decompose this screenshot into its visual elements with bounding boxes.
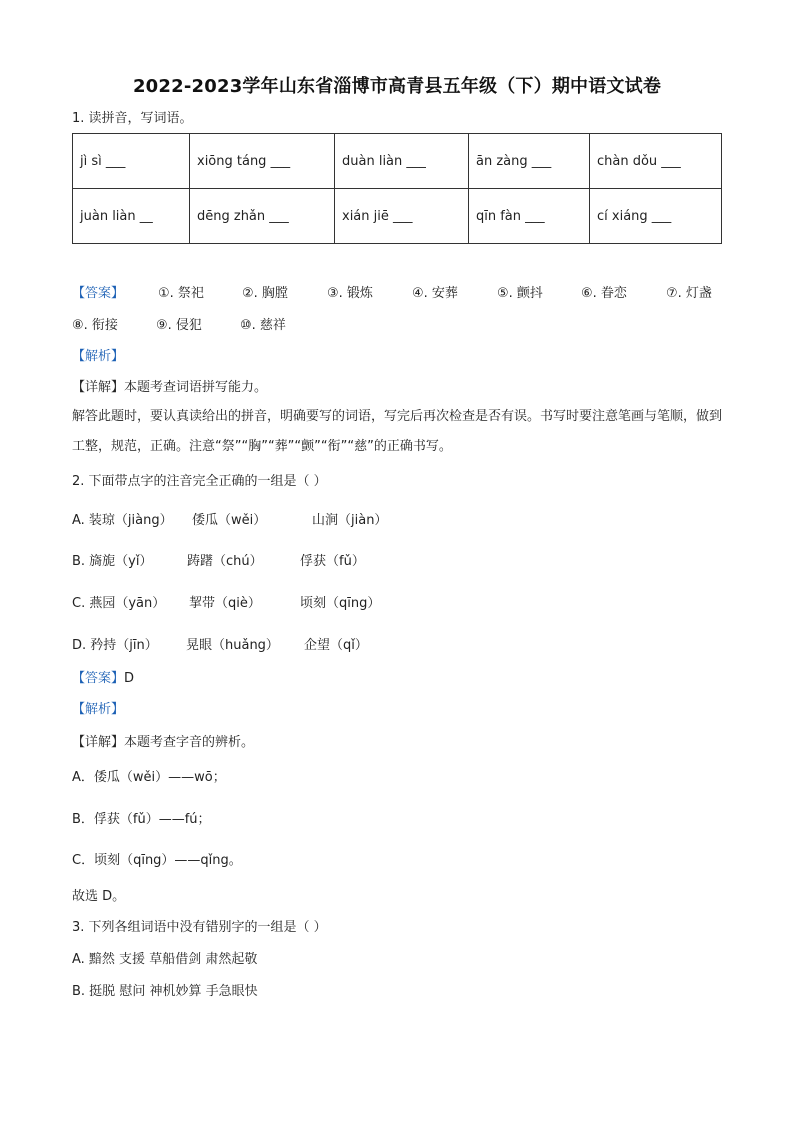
analysis-tag: 【解析】 — [72, 702, 125, 717]
q1-stem: 1. 读拼音，写词语。 — [72, 111, 193, 126]
table-cell: qīn fàn ___ — [469, 189, 590, 244]
analysis-tag: 【解析】 — [72, 349, 125, 364]
answer-tag: 【答案】 — [72, 671, 125, 686]
table-cell: jì sì ___ — [73, 134, 190, 189]
option-part: 俘获（fǔ） — [300, 554, 365, 569]
table-cell: chàn dǒu ___ — [590, 134, 722, 189]
option-part: 踌躇（chú） — [187, 554, 263, 569]
answer-item: ①. 祭祀 — [158, 286, 204, 301]
answer-item: ⑤. 颤抖 — [497, 286, 543, 301]
answer-item: ⑩. 慈祥 — [240, 318, 286, 333]
table-cell: xián jiē ___ — [335, 189, 469, 244]
q2-answer-line — [72, 669, 134, 689]
table-cell: cí xiáng ___ — [590, 189, 722, 244]
answer-item: ⑨. 侵犯 — [156, 318, 202, 333]
detail-tag: 【详解】 — [72, 380, 125, 395]
table-cell: ān zàng ___ — [469, 134, 590, 189]
q3-option-b: B. 挺脱 慰问 神机妙算 手急眼快 — [72, 984, 258, 999]
option-part: C. 燕园（yān） — [72, 596, 166, 611]
correction-line: A．倭瓜（wěi）——wō； — [72, 770, 226, 785]
q1-answer-row-1 — [72, 284, 724, 304]
page-title: 2022-2023学年山东省淄博市高青县五年级（下）期中语文试卷 — [132, 76, 662, 97]
option-part: 倭瓜（wěi） — [192, 513, 267, 528]
detail-text: 本题考查词语拼写能力。 — [124, 380, 268, 395]
detail-text: 本题考查字音的辨析。 — [124, 735, 255, 750]
q2-option-a — [72, 509, 724, 529]
detail-tag: 【详解】 — [72, 735, 125, 750]
answer-item: ③. 锻炼 — [327, 286, 373, 301]
option-part: 山涧（jiàn） — [312, 513, 388, 528]
q2-option-b — [72, 550, 724, 570]
table-cell: dēng zhǎn ___ — [190, 189, 335, 244]
q2-stem: 2. 下面带点字的注音完全正确的一组是（ ） — [72, 474, 327, 489]
q2-option-d — [72, 634, 724, 654]
q1-answer-row-2 — [72, 316, 724, 336]
answer-item: ④. 安葬 — [412, 286, 458, 301]
table-cell: duàn liàn ___ — [335, 134, 469, 189]
q3-option-a: A. 黯然 支援 草船借剑 肃然起敬 — [72, 952, 258, 967]
correction-line: C．顷刻（qīng）——qǐng。 — [72, 853, 242, 868]
q1-explanation: 解答此题时，要认真读给出的拼音，明确要写的词语，写完后再次检查是否有误。书写时要注意笔画与笔顺，做到工整，规范，正确。注意“祭”“胸”“葬”“颤”“衔”“慈”的正确书写。 — [72, 409, 723, 454]
answer-value: D — [124, 671, 135, 686]
q3-stem: 3. 下列各组词语中没有错别字的一组是（ ） — [72, 920, 327, 935]
answer-item: ②. 胸膛 — [242, 286, 288, 301]
option-part: D. 矜持（jīn） — [72, 638, 158, 653]
option-part: 晃眼（huǎng） — [186, 638, 279, 653]
correction-line: B．俘获（fǔ）——fú； — [72, 812, 211, 827]
table-row — [73, 189, 722, 244]
table-cell: xiōng táng ___ — [190, 134, 335, 189]
answer-item: ⑧. 衔接 — [72, 318, 118, 333]
option-part: 企望（qǐ） — [304, 638, 368, 653]
answer-item: ⑥. 眷恋 — [581, 286, 627, 301]
q2-option-c — [72, 592, 724, 612]
option-part: 挈带（qiè） — [189, 596, 261, 611]
detail-line — [72, 733, 254, 753]
option-part: 顷刻（qīng） — [300, 596, 381, 611]
table-row — [73, 134, 722, 189]
detail-line — [72, 378, 267, 398]
table-cell: juàn liàn __ — [73, 189, 190, 244]
option-part: B. 旖旎（yǐ） — [72, 554, 153, 569]
pinyin-table — [72, 133, 722, 244]
option-part: A. 装琼（jiàng） — [72, 513, 173, 528]
answer-item: ⑦. 灯盏 — [666, 286, 712, 301]
conclusion-line: 故选 D。 — [72, 889, 126, 904]
answer-tag: 【答案】 — [72, 286, 125, 301]
